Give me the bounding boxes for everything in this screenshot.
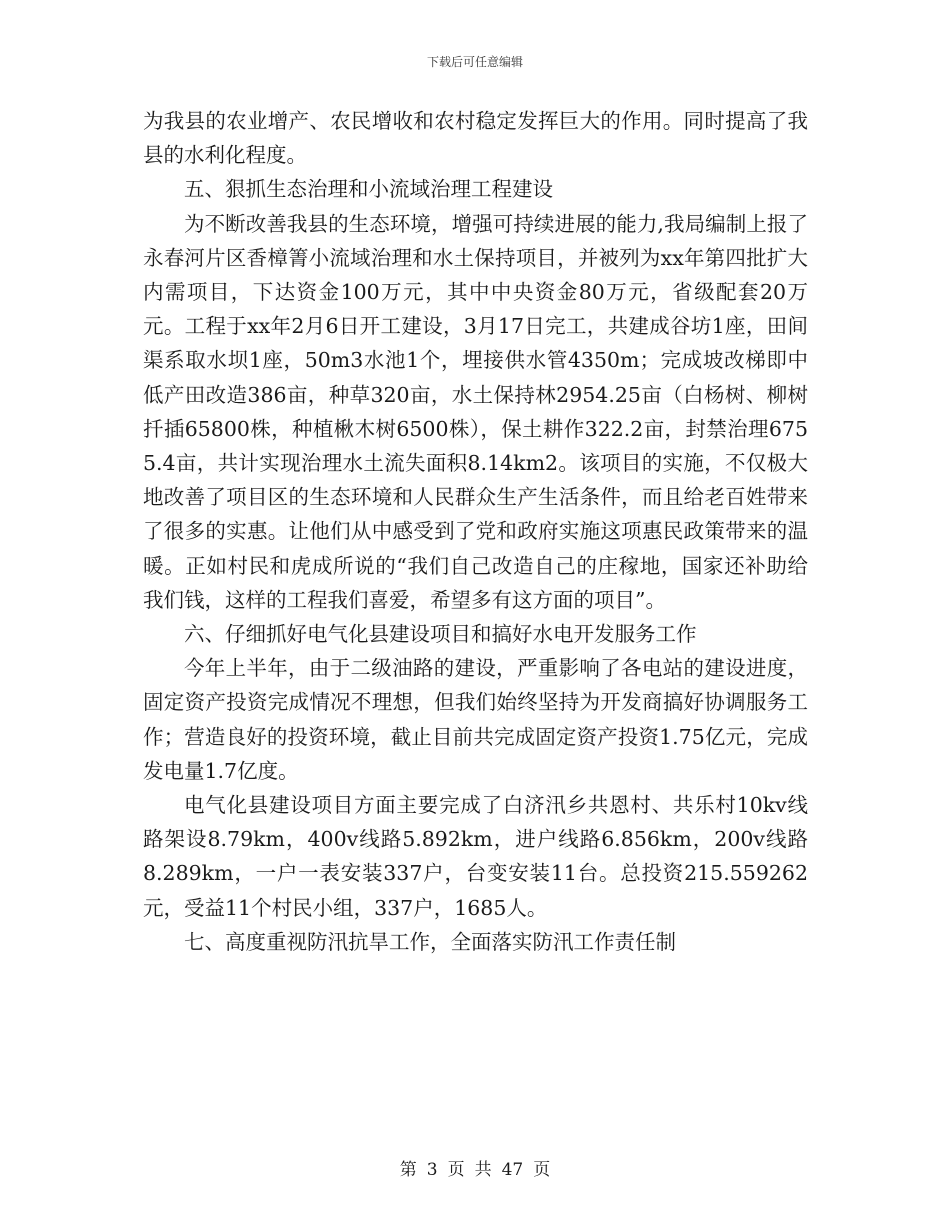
paragraph-1: 为我县的农业增产、农民增收和农村稳定发挥巨大的作用。同时提高了我县的水利化程度。: [143, 109, 808, 168]
footer-suffix: 页: [533, 1160, 551, 1180]
footer-page-word: 页: [447, 1160, 465, 1180]
paragraph-electrification: 电气化县建设项目方面主要完成了白济汛乡共恩村、共乐村10kv线路架设8.79km，400v线路5.892km，进户线路6.856km，200v线路8.289km，一户一表安装337户，台变安装11台。总投资215.559262元，受益11个村民小组，337户，1685人。: [143, 793, 808, 920]
paragraph-ecology: 为不断改善我县的生态环境，增强可持续进展的能力,我局编制上报了永春河片区香樟箐小流域治理和水土保持项目，并被列为xx年第四批扩大内需项目，下达资金100万元，其中中央资金80万元，省级配套20万元。工程于xx年2月6日开工建设，3月17日完工，共建成谷坊1座，田间渠系取水坝1座，50m3水池1个，埋接供水管4350m；完成坡改梯即中低产田改造386亩，种草320亩，水土保持林2954.25亩（白杨树、柳树扦插65800株，种植楸木树6500株），保土耕作322.2亩，封禁治理6755.4亩，共计实现治理水土流失面积8.14km2。该项目的实施，不仅极大地改善了项目区的生态环境和人民群众生产生活条件，而且给老百姓带来了很多的实惠。让他们从中感受到了党和政府实施这项惠民政策带来的温暖。正如村民和虎成所说的“我们自己改造自己的庄稼地，国家还补助给我们钱，这样的工程我们喜爱，希望多有这方面的项目”。: [143, 211, 808, 612]
page-header: 下载后可任意编辑: [426, 55, 523, 69]
paragraph-investment: 今年上半年，由于二级油路的建设，严重影响了各电站的建设进度，固定资产投资完成情况不理想，但我们始终坚持为开发商搞好协调服务工作；营造良好的投资环境，截止目前共完成固定资产投资1.75亿元，完成发电量1.7亿度。: [143, 656, 808, 783]
footer-total-pages: 47: [501, 1160, 524, 1180]
footer-prefix: 第: [399, 1160, 417, 1180]
section-heading-5: 五、狠抓生态治理和小流域治理工程建设: [184, 177, 553, 202]
page-footer: [0, 1155, 950, 1180]
footer-page-number: 3: [426, 1160, 438, 1180]
section-heading-7: 七、高度重视防汛抗旱工作，全面落实防汛工作责任制: [184, 929, 676, 954]
section-heading-6: 六、仔细抓好电气化县建设项目和搞好水电开发服务工作: [184, 622, 697, 647]
document-body: [143, 104, 808, 959]
footer-total-word: 共: [474, 1160, 492, 1180]
